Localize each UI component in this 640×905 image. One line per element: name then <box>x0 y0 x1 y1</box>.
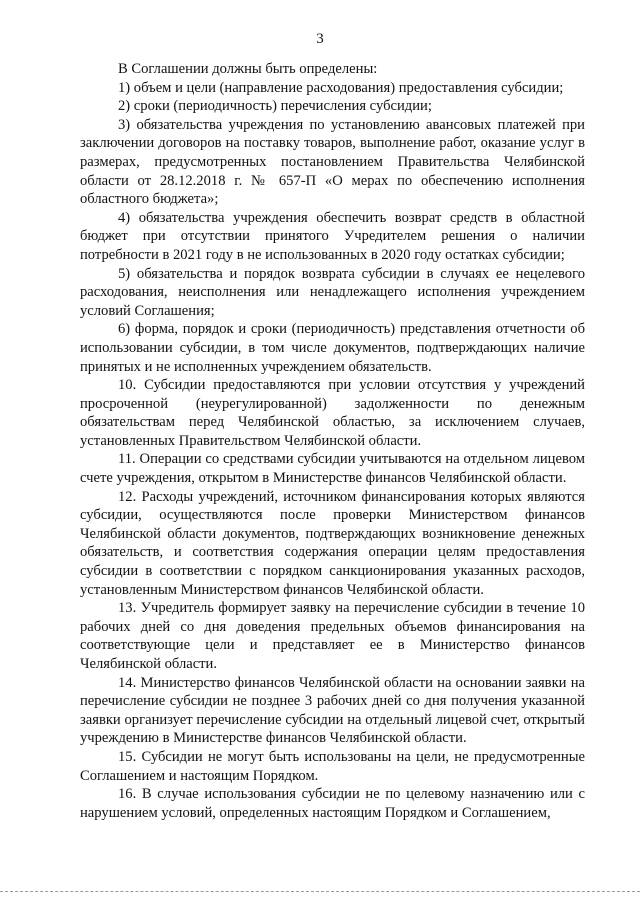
paragraph-clause-16: 16. В случае использования субсидии не по целевому назначению или с нарушением условий, определенных настоящим Порядком и Соглашением, <box>80 786 585 821</box>
paragraph-intro: В Соглашении должны быть определены: <box>118 61 378 77</box>
paragraph-clause-10: 10. Субсидии предоставляются при условии отсутствия у учреждений просроченной (неурегулированной) задолженности по денежным обязательствам перед Челябинской областью, за исключением случаев, установленных Правительством Челябинской области. <box>80 377 585 449</box>
paragraph-item-5: 5) обязательства и порядок возврата субсидии в случаях ее нецелевого расходования, неисполнения или ненадлежащего исполнения учреждением условий Соглашения; <box>80 265 585 319</box>
bottom-divider <box>0 891 640 892</box>
paragraph-item-3: 3) обязательства учреждения по установлению авансовых платежей при заключении договоров на поставку товаров, выполнение работ, оказание услуг в размерах, предусмотренных постановлением Правительства Челябинской области от 28.12.2018 г. № 657-П «О мерах по обеспечению исполнения областного бюджета»; <box>80 116 585 208</box>
document-body <box>80 60 585 822</box>
paragraph-clause-11: 11. Операции со средствами субсидии учитываются на отдельном лицевом счете учреждения, открытом в Министерстве финансов Челябинской области. <box>80 451 585 487</box>
paragraph-clause-12: 12. Расходы учреждений, источником финансирования которых являются субсидии, осуществляются после проверки Министерством финансов Челябинской области документов, подтверждающих возникновение денежных обязательств, и соответствия содержания операции целям предоставления субсидии в соответствии с порядком санкционирования указанных расходов, установленным Министерством финансов Челябинской области. <box>80 488 585 598</box>
paragraph-clause-14: 14. Министерство финансов Челябинской области на основании заявки на перечисление субсидии не позднее 3 рабочих дней со дня получения указанной заявки организует перечисление субсидии на отдельный лицевой счет, открытый учреждению в Министерстве финансов Челябинской области. <box>80 674 585 747</box>
paragraph-clause-15: 15. Субсидии не могут быть использованы на цели, не предусмотренные Соглашением и настоящим Порядком. <box>80 748 585 784</box>
paragraph-item-2: 2) сроки (периодичность) перечисления субсидии; <box>118 98 432 115</box>
paragraph-clause-13: 13. Учредитель формирует заявку на перечисление субсидии в течение 10 рабочих дней со дня доведения предельных объемов финансирования на соответствующие цели и представляет ее в Министерство финансов Челябинской области. <box>80 600 585 672</box>
page-number: 3 <box>316 31 324 47</box>
paragraph-item-4: 4) обязательства учреждения обеспечить возврат средств в областной бюджет при отсутствии принятого Учредителем решения о наличии потребности в 2021 году в не использованных в 2020 году остатках субсидии; <box>80 209 585 263</box>
paragraph-item-1: 1) объем и цели (направление расходования) предоставления субсидии; <box>118 79 564 96</box>
paragraph-item-6: 6) форма, порядок и сроки (периодичность) представления отчетности об использовании субсидии, в том числе документов, подтверждающих наличие принятых и не исполненных учреждением обязательств. <box>80 321 585 375</box>
